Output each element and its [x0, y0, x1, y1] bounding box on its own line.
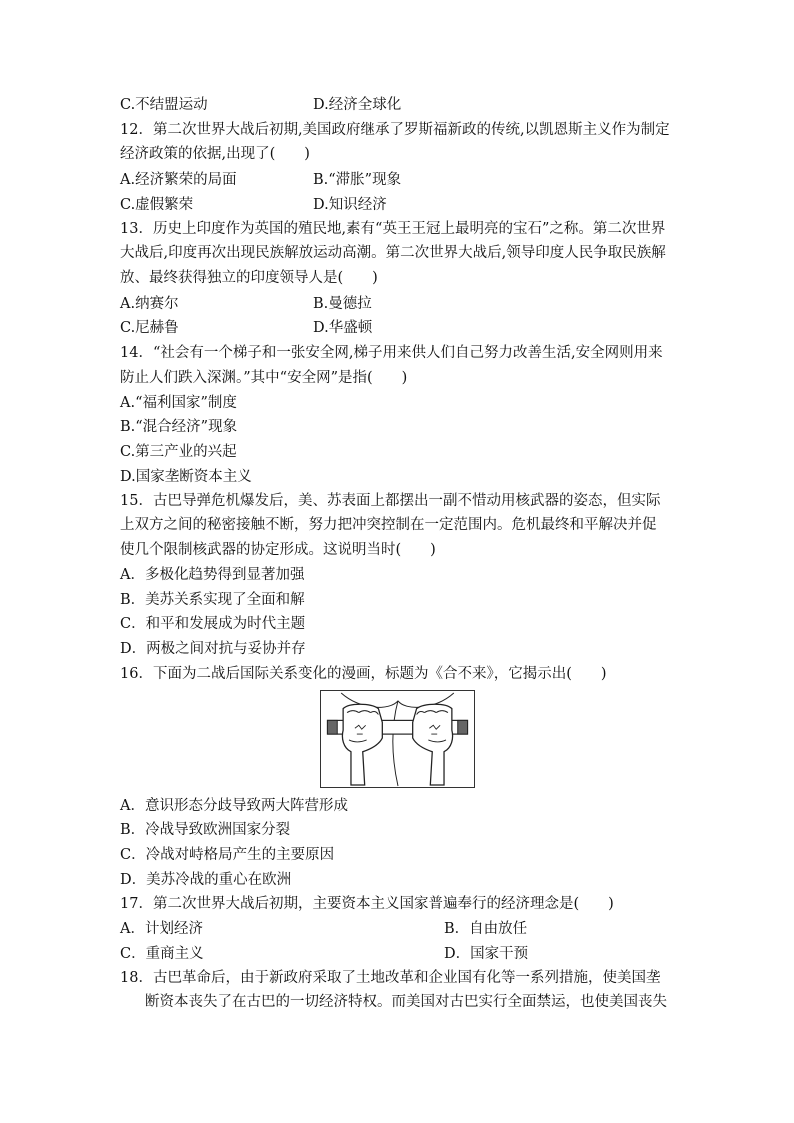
q15-option-d[interactable]: D．两极之间对抗与妥协并存 [120, 641, 306, 657]
q18-stem-line1: 18．古巴革命后，由于新政府采取了土地改革和企业国有化等一系列措施，使美国垄 [120, 970, 661, 986]
q17-option-b[interactable]: B．自由放任 [444, 921, 528, 937]
q13-stem-line2: 大战后,印度再次出现民族解放运动高潮。第二次世界大战后,领导印度人民争取民族解 [120, 245, 666, 261]
q18-stem-line2: 断资本丧失了在古巴的一切经济特权。而美国对古巴实行全面禁运，也使美国丧失 [145, 994, 667, 1010]
q11-option-c[interactable]: C.不结盟运动 [120, 97, 208, 113]
q14-option-b[interactable]: B.“混合经济”现象 [120, 419, 238, 435]
q12-stem-line1: 12．第二次世界大战后初期,美国政府继承了罗斯福新政的传统,以凯恩斯主义作为制定 [120, 122, 670, 138]
q15-stem-line3: 使几个限制核武器的协定形成。这说明当时( ) [120, 542, 436, 558]
q15-option-c[interactable]: C．和平和发展成为时代主题 [120, 616, 306, 632]
q11-options-row [120, 95, 680, 115]
q11-option-d[interactable]: D.经济全球化 [313, 97, 402, 113]
q17-options-row2 [120, 944, 680, 964]
cartoon-drawing [321, 691, 474, 787]
q17-option-c[interactable]: C．重商主义 [120, 946, 204, 962]
q14-stem-line1: 14．“社会有一个梯子和一张安全网,梯子用来供人们自己努力改善生活,安全网则用来 [120, 345, 663, 361]
q15-option-b[interactable]: B．美苏关系实现了全面和解 [120, 592, 305, 608]
q14-option-a[interactable]: A.“福利国家”制度 [120, 395, 237, 411]
q13-option-d[interactable]: D.华盛顿 [313, 320, 373, 336]
q13-option-a[interactable]: A.纳赛尔 [120, 296, 179, 312]
q16-option-a[interactable]: A．意识形态分歧导致两大阵营形成 [120, 798, 348, 814]
q14-stem-line2: 防止人们跌入深渊。”其中“安全网”是指( ) [120, 370, 408, 386]
q15-stem-line1: 15．古巴导弹危机爆发后，美、苏表面上都摆出一副不惜动用核武器的姿态，但实际 [120, 493, 661, 509]
q13-option-b[interactable]: B.曼德拉 [313, 296, 372, 312]
q16-stem-line1: 16．下面为二战后国际关系变化的漫画，标题为《合不来》，它揭示出( ) [120, 666, 607, 682]
q12-options-row1 [120, 170, 680, 190]
q17-stem-line1: 17．第二次世界大战后初期，主要资本主义国家普遍奉行的经济理念是( ) [120, 896, 614, 912]
q13-option-c[interactable]: C.尼赫鲁 [120, 320, 179, 336]
q17-options-row1 [120, 919, 680, 939]
q13-options-row1 [120, 294, 680, 314]
q14-option-d[interactable]: D.国家垄断资本主义 [120, 469, 252, 485]
q17-option-d[interactable]: D．国家干预 [444, 946, 529, 962]
q15-stem-line2: 上双方之间的秘密接触不断，努力把冲突控制在一定范围内。危机最终和平解决并促 [120, 517, 657, 533]
q16-option-c[interactable]: C．冷战对峙格局产生的主要原因 [120, 847, 335, 863]
q14-option-c[interactable]: C.第三产业的兴起 [120, 444, 237, 460]
q12-option-c[interactable]: C.虚假繁荣 [120, 197, 194, 213]
q16-option-b[interactable]: B．冷战导致欧洲国家分裂 [120, 822, 291, 838]
q13-options-row2 [120, 318, 680, 338]
q13-stem-line1: 13．历史上印度作为英国的殖民地,素有“英王王冠上最明亮的宝石”之称。第二次世界 [120, 221, 666, 237]
cartoon-image [320, 690, 475, 788]
q12-stem-line2: 经济政策的依据,出现了( ) [120, 146, 310, 162]
q13-stem-line3: 放、最终获得独立的印度领导人是( ) [120, 270, 378, 286]
q12-option-d[interactable]: D.知识经济 [313, 197, 387, 213]
q17-option-a[interactable]: A．计划经济 [120, 921, 203, 937]
q12-option-a[interactable]: A.经济繁荣的局面 [120, 172, 237, 188]
q12-options-row2 [120, 195, 680, 215]
q16-option-d[interactable]: D．美苏冷战的重心在欧洲 [120, 872, 292, 888]
q12-option-b[interactable]: B.“滞胀”现象 [313, 172, 402, 188]
q15-option-a[interactable]: A．多极化趋势得到显著加强 [120, 567, 305, 583]
